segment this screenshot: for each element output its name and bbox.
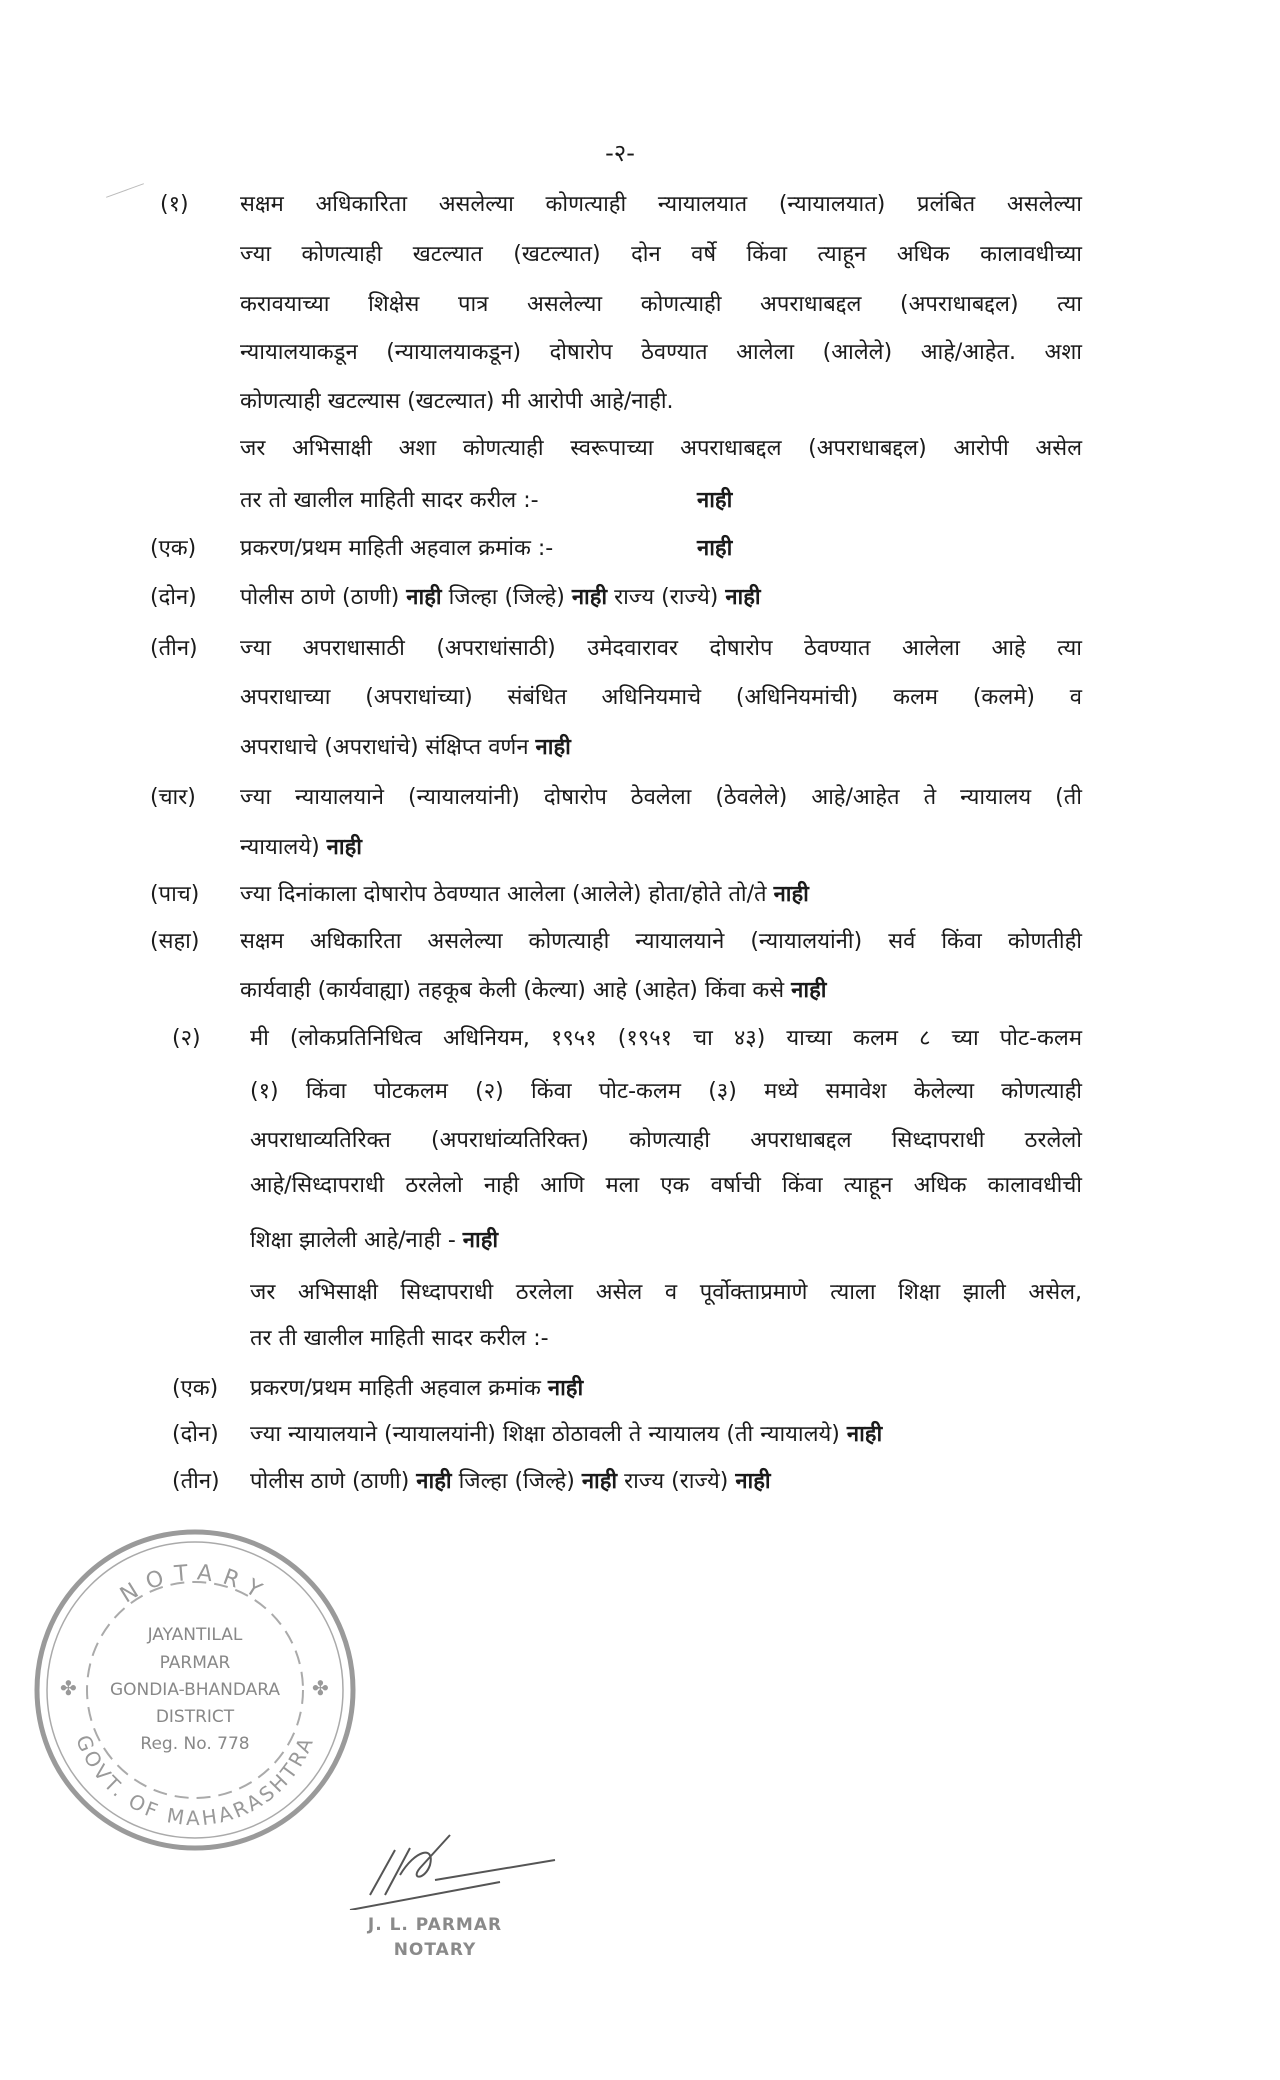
text-segment: करावयाच्या शिक्षेस पात्र असलेल्या कोणत्याही अपराधाबद्दल (अपराधाबद्दल) त्या [240,292,1082,317]
text-segment: कार्यवाही (कार्यवाह्या) तहकूब केली (केल्या) आहे (आहेत) किंवा कसे [240,978,792,1003]
text-line [250,1126,1082,1156]
answer-text: नाही [406,585,442,610]
text-segment: राज्य (राज्ये) [617,1469,736,1494]
item-label: (दोन) [172,1422,219,1447]
svg-text:Reg. No. 778: Reg. No. 778 [140,1734,250,1754]
text-line [240,434,1082,464]
text-segment: अपराधाचे (अपराधांचे) संक्षिप्त वर्णन [240,735,536,760]
text-line [250,1467,771,1497]
text-line [240,486,539,516]
answer-text: नाही [697,536,733,561]
answer-text: नाही [773,882,809,907]
text-segment: जिल्हा (जिल्हे) [451,1469,582,1494]
text-segment: (१) किंवा पोटकलम (२) किंवा पोट-कलम (३) मध्ये समावेश केलेल्या कोणत्याही [250,1079,1082,1104]
text-segment: ज्या दिनांकाला दोषारोप ठेवण्यात आलेला (आलेले) होता/होते तो/ते [240,882,774,907]
text-segment: न्यायालयाकडून (न्यायालयाकडून) दोषारोप ठेवण्यात आलेला (आलेले) आहे/आहेत. अशा [240,340,1082,365]
text-line [250,1374,583,1404]
text-segment: ज्या न्यायालयाने (न्यायालयांनी) शिक्षा ठोठावली ते न्यायालय (ती न्यायालये) [250,1422,847,1447]
item-label: (२) [172,1026,201,1051]
text-segment: ज्या न्यायालयाने (न्यायालयांनी) दोषारोप ठेवलेला (ठेवलेले) आहे/आहेत ते न्यायालय (ती [240,785,1082,810]
item-label: (एक) [150,536,197,561]
answer-text: नाही [462,1228,499,1253]
text-segment: न्यायालये) [240,835,327,860]
answer-text: नाही [846,1422,883,1447]
text-line [250,1024,1082,1054]
text-line [240,338,1082,368]
text-line [240,534,553,564]
text-segment: तर तो खालील माहिती सादर करील :- [240,488,539,513]
text-line [240,634,1082,664]
answer-text: नाही [571,585,608,610]
notary-seal [30,1525,360,1855]
text-line [240,733,571,763]
text-segment: प्रकरण/प्रथम माहिती अहवाल क्रमांक [250,1376,548,1401]
text-line [240,976,826,1006]
text-segment: अपराधाव्यतिरिक्त (अपराधांव्यतिरिक्त) कोणत्याही अपराधाबद्दल सिध्दापराधी ठरलेलो [250,1128,1082,1153]
text-line [240,583,761,613]
signature-name: J. L. PARMAR [367,1915,503,1935]
answer-text: नाही [416,1469,452,1494]
text-segment: जिल्हा (जिल्हे) [441,585,572,610]
text-segment: पोलीस ठाणे (ठाणी) [250,1469,417,1494]
item-label: (तीन) [150,636,198,661]
svg-text:PARMAR: PARMAR [159,1653,231,1673]
text-segment: सक्षम अधिकारिता असलेल्या कोणत्याही न्यायालयाने (न्यायालयांनी) सर्व किंवा कोणतीही [240,929,1082,954]
answer-text: नाही [735,1469,771,1494]
text-segment: जर अभिसाक्षी सिध्दापराधी ठरलेला असेल व पूर्वोक्ताप्रमाणे त्याला शिक्षा झाली असेल, [250,1280,1082,1305]
item-label: (एक) [172,1376,219,1401]
svg-text:GOVT. OF MAHARASHTRA: GOVT. OF MAHARASHTRA [71,1731,319,1831]
text-segment: ज्या कोणत्याही खटल्यात (खटल्यात) दोन वर्षे किंवा त्याहून अधिक कालावधीच्या [240,242,1082,267]
text-segment: कोणत्याही खटल्यास (खटल्यात) मी आरोपी आहे/नाही. [240,389,674,414]
svg-text:GONDIA-BHANDARA: GONDIA-BHANDARA [109,1680,281,1700]
text-line [250,1171,1082,1201]
text-segment: तर ती खालील माहिती सादर करील :- [250,1326,549,1351]
item-label: (चार) [150,785,196,810]
text-line [240,387,674,417]
text-line [240,190,1082,220]
text-line [240,683,1082,713]
svg-text:JAYANTILAL: JAYANTILAL [147,1625,243,1645]
answer-text: नाही [535,735,571,760]
svg-text:DISTRICT: DISTRICT [155,1707,235,1727]
answer-text: नाही [326,835,362,860]
text-segment: प्रकरण/प्रथम माहिती अहवाल क्रमांक :- [240,536,554,561]
item-label: (१) [160,192,189,217]
answer-text: नाही [725,585,761,610]
item-label: (सहा) [150,929,200,954]
answer-text: नाही [697,488,733,513]
text-segment: राज्य (राज्ये) [607,585,726,610]
answer-text: नाही [581,1469,618,1494]
text-segment: मी (लोकप्रतिनिधित्व अधिनियम, १९५१ (१९५१ चा ४३) याच्या कलम ८ च्या पोट-कलम [250,1026,1082,1051]
text-line [240,290,1082,320]
text-line [240,240,1082,270]
text-line [250,1226,498,1256]
text-segment: पोलीस ठाणे (ठाणी) [240,585,407,610]
svg-text:✤: ✤ [60,1676,77,1700]
text-segment: सक्षम अधिकारिता असलेल्या कोणत्याही न्यायालयात (न्यायालयात) प्रलंबित असलेल्या [240,192,1082,217]
text-segment: आहे/सिध्दापराधी ठरलेलो नाही आणि मला एक वर्षाची किंवा त्याहून अधिक कालावधीची [250,1173,1082,1198]
text-line [250,1077,1082,1107]
text-line [250,1324,549,1354]
scan-mark [106,183,144,198]
text-segment: जर अभिसाक्षी अशा कोणत्याही स्वरूपाच्या अपराधाबद्दल (अपराधाबद्दल) आरोपी असेल [240,436,1082,461]
page-number: -२- [605,139,635,167]
text-segment: ज्या अपराधासाठी (अपराधांसाठी) उमेदवारावर दोषारोप ठेवण्यात आलेला आहे त्या [240,636,1082,661]
answer-text: नाही [547,1376,584,1401]
text-line [240,880,809,910]
signature [340,1820,580,1910]
text-line [240,927,1082,957]
answer-text: नाही [791,978,827,1003]
svg-text:✤: ✤ [312,1676,329,1700]
item-label: (तीन) [172,1469,220,1494]
item-label: (पाच) [150,882,200,907]
text-segment: अपराधाच्या (अपराधांच्या) संबंधित अधिनियमाचे (अधिनियमांची) कलम (कलमे) व [240,685,1082,710]
text-line [250,1420,882,1450]
svg-text:NOTARY: NOTARY [116,1560,275,1609]
item-label: (दोन) [150,585,197,610]
signature-title: NOTARY [393,1940,477,1960]
text-line [240,783,1082,813]
text-segment: शिक्षा झालेली आहे/नाही - [250,1228,463,1253]
text-line [240,833,362,863]
text-line [250,1278,1082,1308]
